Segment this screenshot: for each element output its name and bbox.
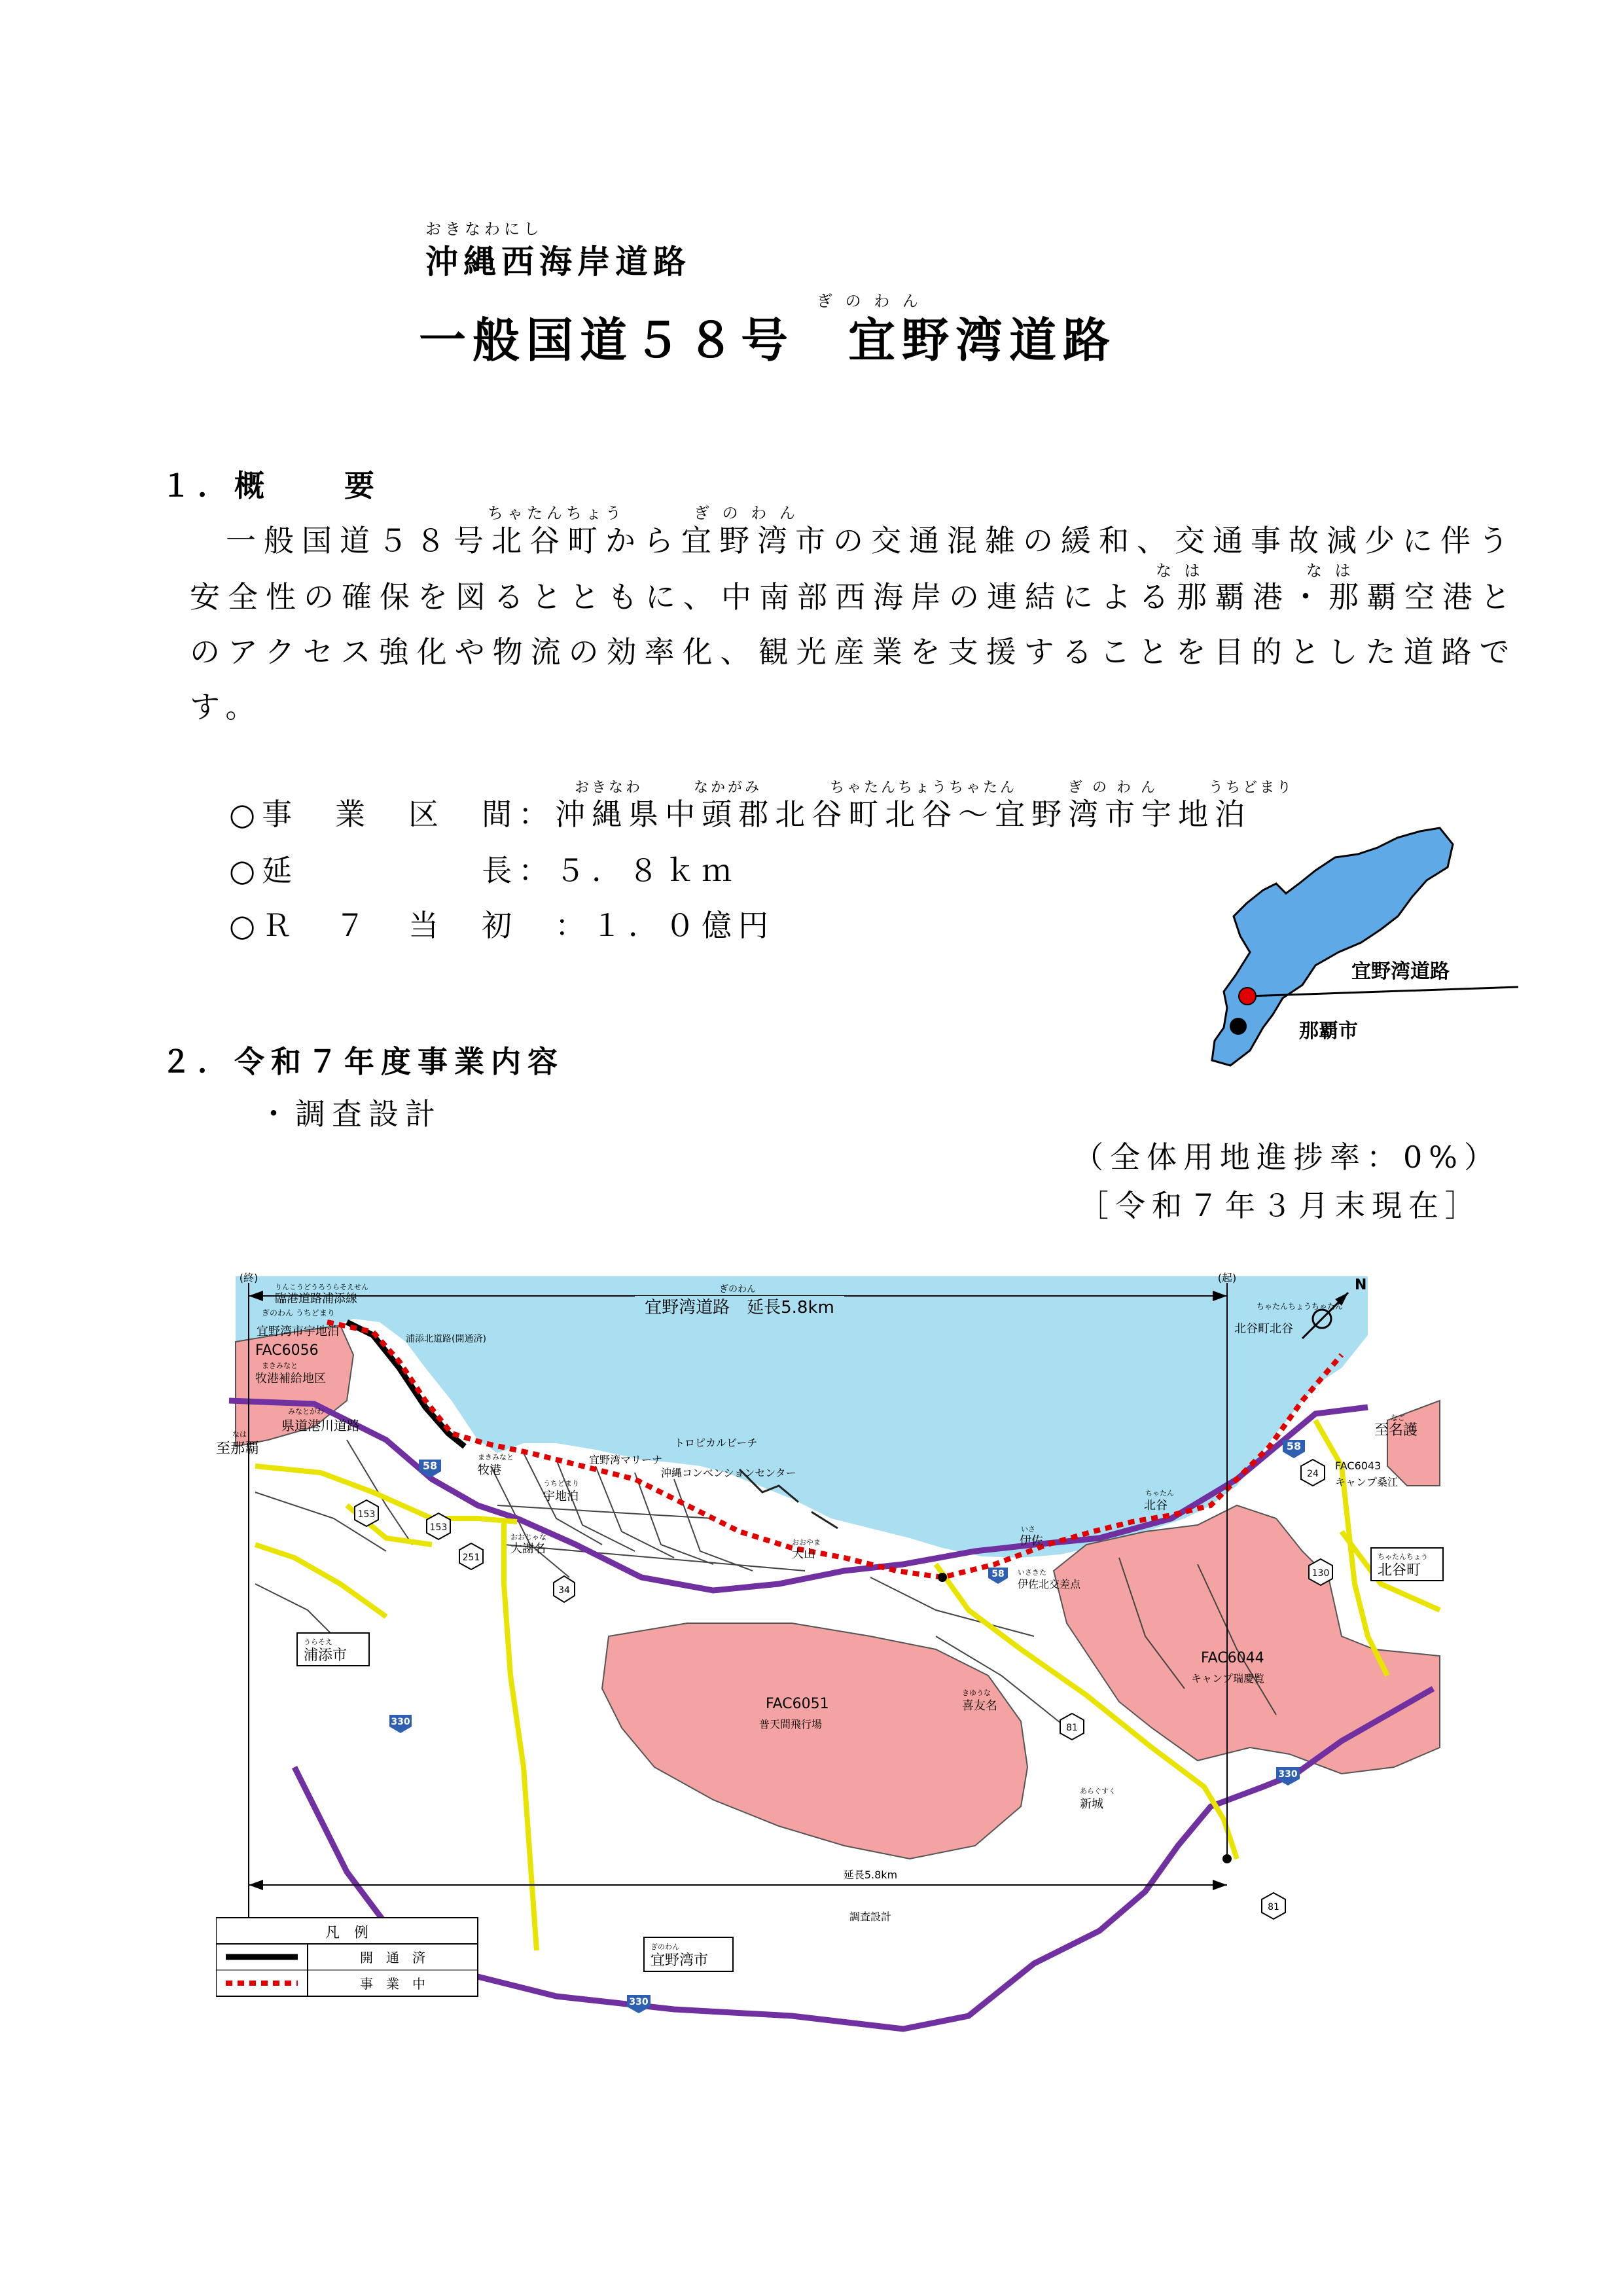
arrow-head-left	[249, 1880, 263, 1890]
svg-text:58: 58	[1286, 1440, 1302, 1452]
marina-label: 宜野湾マリーナ	[589, 1454, 663, 1466]
start-label: (起)	[1217, 1272, 1237, 1284]
prefectural-road-label: 県道港川道路	[281, 1418, 360, 1433]
svg-text:ぎのわん: ぎのわん	[651, 1943, 679, 1951]
inset-city-label: 那覇市	[1299, 1020, 1358, 1043]
facts-ruby: おきなわ なかがみ ちゃたんちょうちゃたん ぎ の わ ん うちどまり	[575, 780, 1294, 796]
svg-text:あらぐすく: あらぐすく	[1080, 1787, 1116, 1795]
okinawa-inset-map	[1204, 818, 1531, 1093]
land-progress: （全体用地進捗率：0%）	[1073, 1139, 1501, 1175]
overview-ruby-naha-2: な は	[1306, 562, 1355, 580]
survey-label: 調査設計	[849, 1910, 892, 1923]
svg-text:まきみなと: まきみなと	[478, 1453, 514, 1462]
road-title: 宜野湾道路 延長5.8km	[645, 1298, 834, 1318]
oyama-label: 大山	[792, 1547, 815, 1561]
svg-text:ちゃたんちょうちゃたん: ちゃたんちょうちゃたん	[1257, 1302, 1344, 1311]
legend-title: 凡 例	[325, 1925, 369, 1941]
subtitle-ruby: おきなわにし	[425, 220, 543, 238]
overview-ruby-naha-1: な は	[1156, 562, 1204, 580]
overview-line-4: す。	[190, 689, 264, 725]
isa-north-intersection-icon	[938, 1573, 947, 1582]
fact-section: ○事 業 区 間：沖縄県中頭郡北谷町北谷～宜野湾市宇地泊	[229, 797, 1252, 832]
end-label: (終)	[239, 1272, 259, 1284]
overview-heading: １．概 要	[161, 468, 381, 503]
svg-text:330: 330	[391, 1717, 410, 1727]
camp-zukeran-area	[1054, 1505, 1440, 1774]
makiminato-label: 牧港	[478, 1463, 501, 1477]
road-title-ruby: ぎのわん	[719, 1284, 756, 1295]
sea-area	[236, 1276, 1368, 1558]
to-naha-label: 至那覇	[216, 1441, 260, 1457]
to-nago-label: 至名護	[1374, 1422, 1418, 1439]
svg-text:24: 24	[1307, 1469, 1319, 1479]
makiminato-area-label: 牧港補給地区	[255, 1372, 326, 1386]
junction-icon	[1222, 1854, 1232, 1863]
svg-text:ちゃたん: ちゃたん	[1145, 1489, 1174, 1498]
fac6051-label: FAC6051	[766, 1696, 829, 1712]
camp-zukeran-label: キャンプ瑞慶覧	[1191, 1672, 1265, 1685]
plan-heading: ２．令和７年度事業内容	[161, 1044, 564, 1079]
kiyuna-label: 喜友名	[962, 1699, 997, 1713]
fac6056-label: FAC6056	[255, 1342, 319, 1359]
chatan-town-label: 北谷町	[1378, 1562, 1421, 1579]
futenma-label: 普天間飛行場	[759, 1718, 823, 1731]
as-of-date: ［令和７年３月末現在］	[1079, 1188, 1482, 1223]
ginowan-city-label: 宜野湾市	[651, 1952, 709, 1969]
legend-work-label: 事 業 中	[360, 1976, 425, 1992]
svg-text:うちどまり: うちどまり	[543, 1479, 579, 1488]
svg-text:おおじゃな: おおじゃな	[510, 1533, 546, 1541]
project-map	[216, 1270, 1446, 2055]
svg-text:おおやま: おおやま	[792, 1538, 821, 1547]
svg-text:なご: なご	[1391, 1414, 1405, 1422]
title-ruby: ぎ の わ ん	[817, 292, 922, 310]
end-place: 宜野湾市宇地泊	[257, 1325, 339, 1338]
convention-center-label: 沖縄コンベンションセンター	[661, 1467, 796, 1479]
document-subtitle: 沖縄西海岸道路	[425, 243, 691, 281]
naha-marker-icon	[1230, 1018, 1247, 1035]
fac6044-label: FAC6044	[1201, 1650, 1264, 1666]
futenma-airfield-area	[602, 1623, 1027, 1859]
map-legend	[216, 1918, 478, 1996]
svg-text:なは: なは	[232, 1430, 247, 1439]
plan-item: ・調査設計	[259, 1096, 442, 1132]
ojana-label: 大謝名	[510, 1542, 546, 1556]
overview-line-1: 一般国道５８号北谷町から宜野湾市の交通混雑の緩和、交通事故減少に伴う	[226, 523, 1516, 558]
svg-text:130: 130	[1311, 1568, 1330, 1579]
svg-text:まきみなと: まきみなと	[262, 1361, 298, 1370]
svg-text:81: 81	[1268, 1902, 1279, 1912]
document-title: 一般国道５８号 宜野湾道路	[419, 313, 1117, 368]
uchidomari-label: 宇地泊	[543, 1490, 579, 1503]
svg-text:330: 330	[1278, 1769, 1298, 1780]
tropical-beach-label: トロピカルビーチ	[674, 1437, 758, 1449]
bottom-length-label: 延長5.8km	[843, 1869, 898, 1881]
aragusuku-label: 新城	[1080, 1797, 1103, 1811]
svg-text:うらそえ: うらそえ	[304, 1638, 332, 1646]
camp-kuwae-label: キャンプ桑江	[1335, 1476, 1399, 1488]
svg-text:153: 153	[357, 1509, 376, 1520]
fact-budget: ○Ｒ ７ 当 初 ：１．０億円	[229, 908, 776, 943]
svg-text:いさきた: いさきた	[1018, 1568, 1046, 1577]
urasoe-north-road-label: 浦添北道路(開通済)	[406, 1334, 486, 1344]
start-place: 北谷町北谷	[1234, 1322, 1293, 1336]
svg-text:N: N	[1355, 1277, 1367, 1293]
svg-text:330: 330	[629, 1997, 649, 2007]
isa-label: 伊佐	[1020, 1534, 1043, 1548]
svg-text:きゆうな: きゆうな	[962, 1689, 991, 1697]
svg-text:りんこうどうろうらそえせん: りんこうどうろうらそえせん	[275, 1283, 368, 1291]
arrow-head-right	[1213, 1880, 1227, 1890]
svg-text:153: 153	[429, 1522, 448, 1533]
overview-ruby-ginowan: ぎ の わ ん	[694, 504, 799, 522]
overview-line-3: のアクセス強化や物流の効率化、観光産業を支援することを目的とした道路で	[190, 634, 1518, 670]
svg-text:251: 251	[462, 1552, 480, 1563]
inset-road-label: 宜野湾道路	[1351, 960, 1450, 983]
isa-north-label: 伊佐北交差点	[1018, 1578, 1081, 1590]
ginowan-marker-icon	[1239, 988, 1256, 1005]
fac6043-label: FAC6043	[1335, 1460, 1382, 1472]
svg-text:いさ: いさ	[1021, 1525, 1035, 1534]
svg-text:みなとがわ: みなとがわ	[288, 1407, 324, 1416]
urasoe-city-label: 浦添市	[304, 1647, 348, 1664]
svg-text:ぎのわん うちどまり: ぎのわん うちどまり	[262, 1308, 335, 1318]
chatan-label: 北谷	[1144, 1499, 1168, 1513]
rinko-road-label: 臨港道路浦添線	[275, 1292, 357, 1306]
overview-ruby-chatan: ちゃたんちょう	[488, 504, 625, 522]
svg-text:34: 34	[558, 1585, 570, 1596]
legend-open-label: 開 通 済	[360, 1950, 425, 1965]
svg-text:81: 81	[1066, 1723, 1078, 1733]
overview-line-2: 安全性の確保を図るとともに、中南部西海岸の連結による那覇港・那覇空港と	[190, 579, 1518, 615]
svg-text:ちゃたんちょう: ちゃたんちょう	[1378, 1552, 1428, 1561]
fact-length: ○延 長：５．８ｋｍ	[229, 853, 739, 888]
svg-text:58: 58	[991, 1569, 1005, 1579]
svg-text:58: 58	[422, 1460, 438, 1472]
